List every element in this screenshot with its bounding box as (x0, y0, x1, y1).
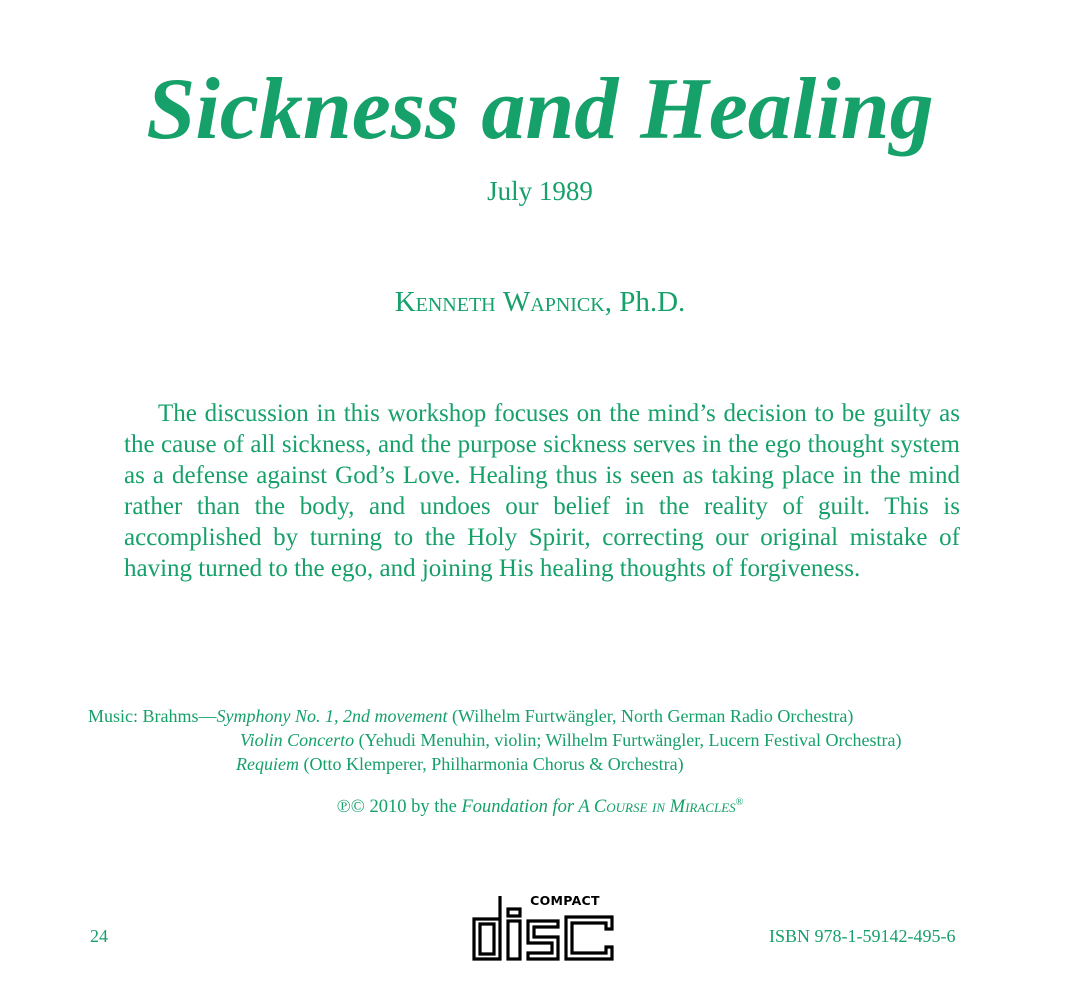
registered-mark: ® (735, 797, 744, 808)
music-work-title: Violin Concerto (240, 730, 355, 750)
music-line-2 (240, 728, 901, 752)
page-number: 24 (90, 926, 108, 946)
copyright-course-name: Course in Miracles (593, 797, 736, 818)
logo-letter-s (528, 921, 558, 959)
copyright-foundation: Foundation for A (461, 797, 594, 818)
logo-compact-label: COMPACT (530, 893, 600, 908)
music-work-title: Requiem (236, 754, 299, 774)
description-paragraph: The discussion in this workshop focuses on the mind’s decision to be guilty as the cause of all sickness, and the purpose sickness serves in the ego thought system as a defense against God’s Love. Healing thus is seen as taking place in the mind rather than the body, and undoes our belief in the reality of guilt. This is accomplished by turning to the Holy Spirit, correcting our original mistake of having turned to the ego, and joining His healing thoughts of forgiveness. (124, 400, 960, 582)
author-suffix: , Ph.D. (604, 286, 686, 318)
author (0, 286, 1080, 319)
logo-letter-d (474, 896, 500, 959)
copyright-symbols: ℗© (336, 797, 365, 818)
music-line-1 (88, 704, 853, 728)
music-work-performers: (Wilhelm Furtwängler, North German Radio Orchestra) (447, 706, 854, 726)
copyright-text: 2010 by the (364, 797, 462, 818)
music-prefix: Music: Brahms— (88, 706, 217, 726)
isbn: ISBN 978-1-59142-495-6 (769, 926, 956, 946)
logo-letter-d-inner (480, 924, 494, 954)
music-work-title: Symphony No. 1, 2nd movement (216, 706, 448, 726)
author-first-name: Kenneth (394, 286, 496, 318)
music-work-performers: (Yehudi Menuhin, violin; Wilhelm Furtwängler, Lucern Festival Orchestra) (354, 730, 902, 750)
page-title: Sickness and Healing (146, 61, 934, 158)
copyright-notice (0, 797, 1080, 818)
music-line-3 (236, 752, 684, 776)
date: July 1989 (487, 176, 593, 206)
compact-disc-logo-icon (466, 891, 622, 961)
logo-letter-i (508, 921, 520, 959)
music-work-performers: (Otto Klemperer, Philharmonia Chorus & Orchestra) (298, 754, 684, 774)
logo-letter-c (566, 917, 612, 959)
author-last-name: Wapnick (502, 286, 605, 318)
logo-letter-i-dot (508, 909, 520, 916)
